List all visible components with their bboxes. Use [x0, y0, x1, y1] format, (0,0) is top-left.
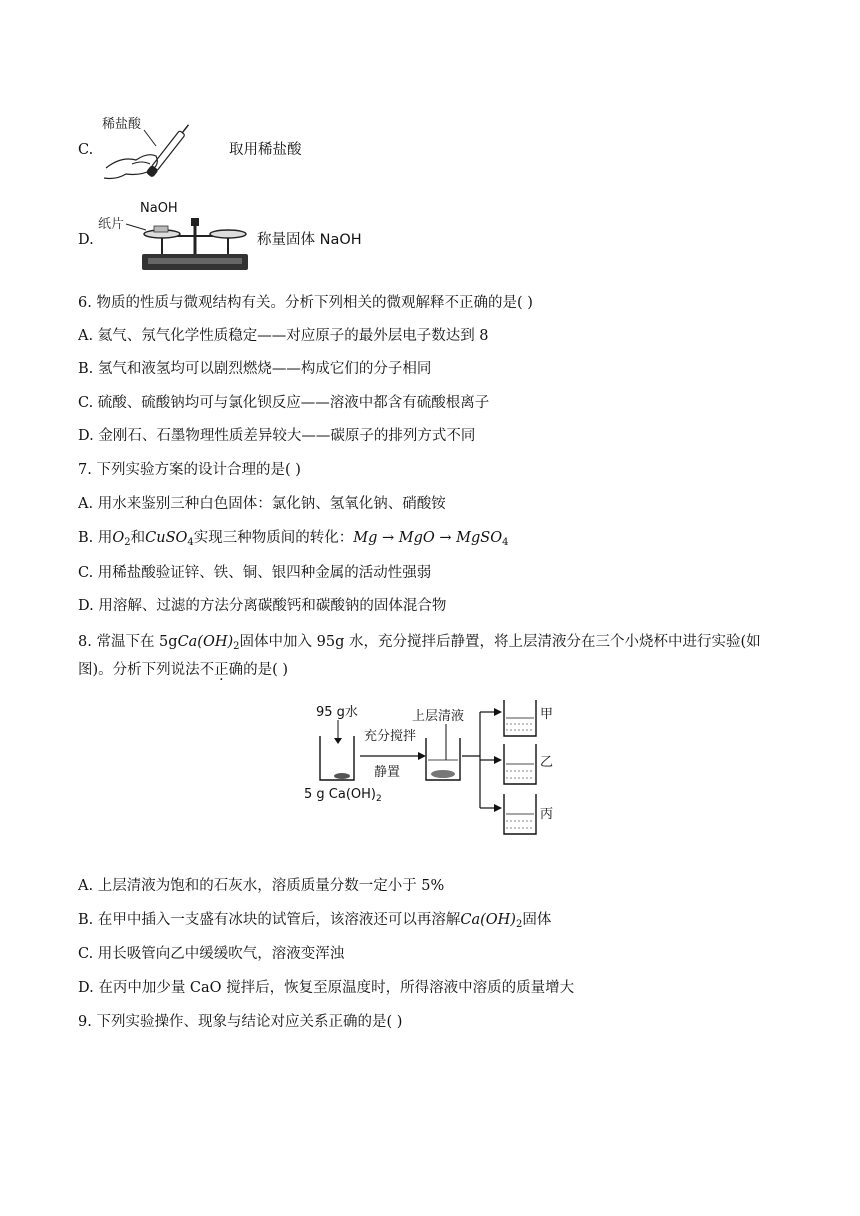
- q7-option-b: B. 用$O_2$和CuSO$_4$实现三种物质间的转化：Mg → MgO → MgSO$_4$: [78, 530, 509, 548]
- option-c-letter: C.: [78, 142, 94, 158]
- clear-liquid-label: 上层清液: [412, 709, 465, 724]
- beaker-yi-label: 乙: [540, 755, 554, 770]
- option-d-text: 称量固体 NaOH: [257, 232, 362, 248]
- q6-option-c: C. 硫酸、硫酸钠均可与氯化钡反应——溶液中都含有硫酸根离子: [78, 395, 490, 411]
- option-d-letter: D.: [78, 232, 94, 248]
- q7-option-a: A. 用水来鉴别三种白色固体：氯化钠、氢氧化钠、硝酸铵: [78, 496, 446, 512]
- q9-stem: 9. 下列实验操作、现象与结论对应关系正确的是( ): [78, 1014, 403, 1030]
- paper-label: 纸片: [98, 217, 125, 232]
- dropper-illustration: [96, 108, 206, 186]
- q8-option-b: B. 在甲中插入一支盛有冰块的试管后，该溶液还可以再溶解$Ca(OH)_2$固体: [78, 912, 552, 930]
- q6-option-d: D. 金刚石、石墨物理性质差异较大——碳原子的排列方式不同: [78, 428, 476, 444]
- option-c-text: 取用稀盐酸: [229, 142, 302, 158]
- q8-stem-line2: 图)。分析下列说法不正确的是( ): [78, 662, 289, 678]
- balance-illustration: [96, 196, 256, 280]
- q6-option-a: A. 氦气、氖气化学性质稳定——对应原子的最外层电子数达到 8: [78, 328, 489, 344]
- q7-stem: 7. 下列实验方案的设计合理的是( ): [78, 462, 301, 478]
- still-label: 静置: [374, 765, 401, 780]
- beaker-jia-label: 甲: [540, 707, 554, 722]
- naoh-label: NaOH: [140, 201, 178, 216]
- q8-option-c: C. 用长吸管向乙中缓缓吹气，溶液变浑浊: [78, 946, 345, 962]
- q8-option-d: D. 在丙中加少量 CaO 搅拌后，恢复至原温度时，所得溶液中溶质的质量增大: [78, 980, 575, 996]
- q6-stem: 6. 物质的性质与微观结构有关。分析下列相关的微观解释不正确的是( ): [78, 295, 533, 311]
- water-label: 95 g水: [316, 705, 358, 720]
- solid-label: 5 g $Ca(OH)_2$: [304, 787, 382, 804]
- q8-stem-line1: 8. 常温下在 $5gCa(OH)_2$固体中加入 95g 水，充分搅拌后静置，将上层清液分在三个小烧杯中进行实验(如: [78, 634, 761, 652]
- stir-label: 充分搅拌: [364, 729, 417, 744]
- q8-option-a: A. 上层清液为饱和的石灰水，溶质质量分数一定小于 5%: [78, 878, 445, 894]
- q7-option-d: D. 用溶解、过滤的方法分离碳酸钙和碳酸钠的固体混合物: [78, 598, 447, 614]
- q7-option-c: C. 用稀盐酸验证锌、铁、铜、银四种金属的活动性强弱: [78, 565, 432, 581]
- beaker-bing-label: 丙: [540, 807, 554, 822]
- dropper-label: 稀盐酸: [102, 117, 142, 132]
- q8-experiment-figure: [300, 700, 600, 840]
- q6-option-b: B. 氢气和液氢均可以剧烈燃烧——构成它们的分子相同: [78, 361, 432, 377]
